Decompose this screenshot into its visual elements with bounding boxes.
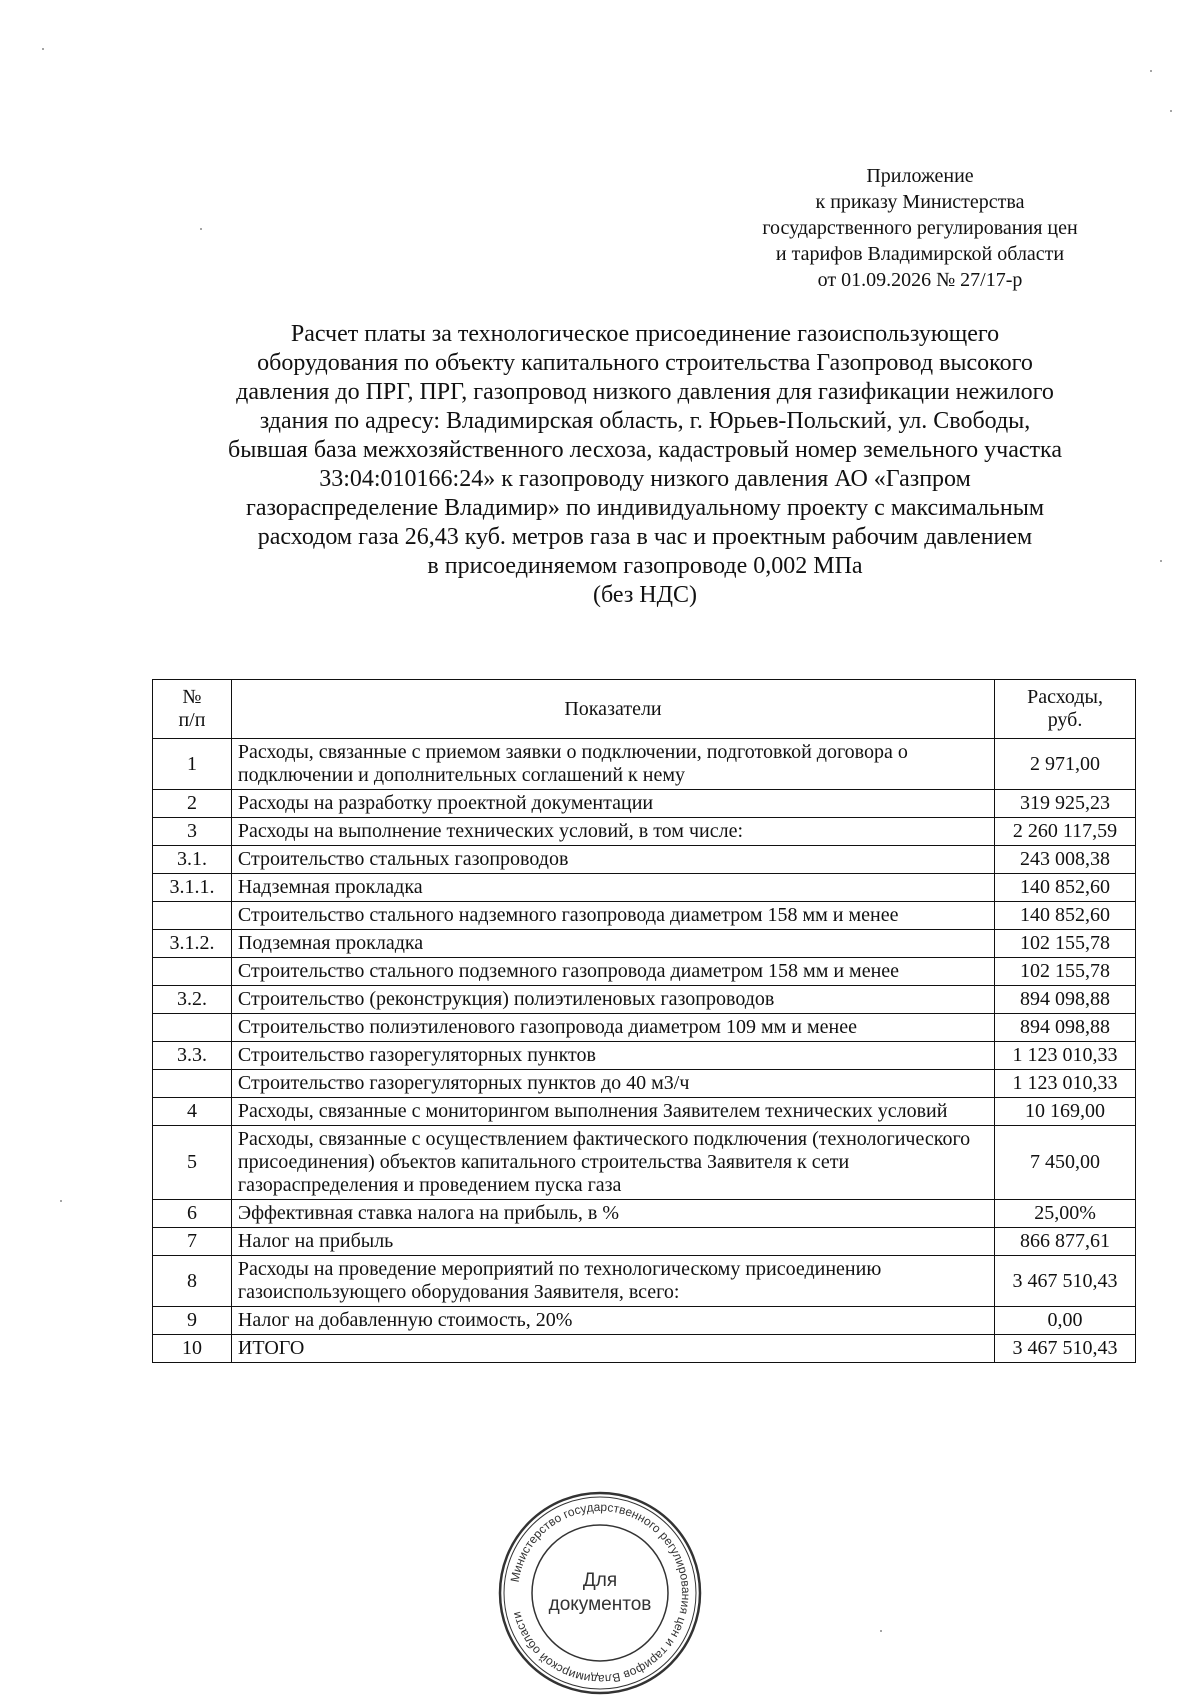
row-amount: 866 877,61 [995, 1228, 1136, 1256]
row-indicator: Строительство (реконструкция) полиэтиленовых газопроводов [231, 986, 994, 1014]
table-row [153, 1126, 1136, 1200]
stamp-inner-ring [532, 1525, 668, 1661]
row-amount: 140 852,60 [995, 902, 1136, 930]
row-number: 10 [153, 1335, 232, 1363]
table-row [153, 874, 1136, 902]
row-indicator: Расходы, связанные с приемом заявки о подключении, подготовкой договора о подключении и дополнительных соглашений к нему [231, 739, 994, 790]
row-amount: 0,00 [995, 1307, 1136, 1335]
row-number: 8 [153, 1256, 232, 1307]
title-line: здания по адресу: Владимирская область, г. Юрьев-Польский, ул. Свободы, [259, 408, 1031, 434]
appendix-line: Приложение [866, 165, 974, 187]
official-stamp [495, 1488, 705, 1698]
row-indicator: Строительство стальных газопроводов [231, 846, 994, 874]
table-row [153, 1070, 1136, 1098]
row-indicator: Расходы на выполнение технических условий, в том числе: [231, 818, 994, 846]
title-line: 33:04:010166:24» к газопроводу низкого давления АО «Газпром [319, 466, 971, 492]
row-amount: 243 008,38 [995, 846, 1136, 874]
row-indicator: Строительство стального подземного газопровода диаметром 158 мм и менее [231, 958, 994, 986]
table-row [153, 1014, 1136, 1042]
table-row [153, 1307, 1136, 1335]
title-line-vat-note: (без НДС) [592, 582, 697, 608]
table-row [153, 902, 1136, 930]
table-row [153, 846, 1136, 874]
table-row [153, 1042, 1136, 1070]
header-name: Показатели [231, 680, 994, 739]
appendix-line: от 01.09.2026 № 27/17-р [817, 269, 1023, 291]
row-indicator: Строительство стального надземного газопровода диаметром 158 мм и менее [231, 902, 994, 930]
row-amount: 894 098,88 [995, 986, 1136, 1014]
row-indicator: Подземная прокладка [231, 930, 994, 958]
table-row [153, 1335, 1136, 1363]
row-number [153, 1070, 232, 1098]
table-row [153, 958, 1136, 986]
table-row [153, 1200, 1136, 1228]
row-amount: 1 123 010,33 [995, 1042, 1136, 1070]
row-number: 5 [153, 1126, 232, 1200]
row-number: 3.1. [153, 846, 232, 874]
appendix-header [720, 163, 1120, 293]
title-line: расходом газа 26,43 куб. метров газа в час и проектным рабочим давлением [257, 524, 1033, 550]
row-amount: 3 467 510,43 [995, 1335, 1136, 1363]
stamp-center-line2: документов [548, 1594, 652, 1615]
row-amount: 10 169,00 [995, 1098, 1136, 1126]
table-row [153, 790, 1136, 818]
title-line: в присоединяемом газопроводе 0,002 МПа [427, 553, 863, 579]
stamp-outer-ring-inner [504, 1497, 696, 1689]
scan-speck [42, 48, 44, 50]
row-indicator: ИТОГО [231, 1335, 994, 1363]
row-indicator: Налог на прибыль [231, 1228, 994, 1256]
stamp-center-line1: Для [582, 1570, 618, 1591]
row-indicator: Строительство газорегуляторных пунктов [231, 1042, 994, 1070]
row-amount: 319 925,23 [995, 790, 1136, 818]
row-indicator: Расходы, связанные с осуществлением фактического подключения (технологического присоединения) объектов капитального строительства Заявителя к сети газораспределения и проведением пуска газа [231, 1126, 994, 1200]
stamp-ring-text: Министерство государственного регулирования цен и тарифов Владимирской области [507, 1499, 694, 1687]
row-indicator: Строительство полиэтиленового газопровода диаметром 109 мм и менее [231, 1014, 994, 1042]
row-indicator: Строительство газорегуляторных пунктов до 40 м3/ч [231, 1070, 994, 1098]
table-row [153, 1256, 1136, 1307]
title-line: газораспределение Владимир» по индивидуальному проекту с максимальным [245, 495, 1045, 521]
title-line: бывшая база межхозяйственного лесхоза, кадастровый номер земельного участка [228, 437, 1062, 463]
row-number: 9 [153, 1307, 232, 1335]
row-amount: 3 467 510,43 [995, 1256, 1136, 1307]
row-amount: 2 971,00 [995, 739, 1136, 790]
scan-speck [1170, 110, 1172, 112]
scan-speck [1160, 560, 1162, 562]
row-number: 3 [153, 818, 232, 846]
title-line: давления до ПРГ, ПРГ, газопровод низкого давления для газификации нежилого [236, 379, 1054, 405]
scan-speck [200, 228, 202, 230]
row-number: 6 [153, 1200, 232, 1228]
row-indicator: Расходы на разработку проектной документации [231, 790, 994, 818]
row-number [153, 958, 232, 986]
appendix-line: к приказу Министерства [815, 191, 1025, 213]
table-row [153, 1228, 1136, 1256]
table-row [153, 986, 1136, 1014]
row-amount: 102 155,78 [995, 930, 1136, 958]
row-indicator: Расходы, связанные с мониторингом выполнения Заявителем технических условий [231, 1098, 994, 1126]
row-number: 4 [153, 1098, 232, 1126]
row-amount: 2 260 117,59 [995, 818, 1136, 846]
row-indicator: Эффективная ставка налога на прибыль, в % [231, 1200, 994, 1228]
stamp-outer-ring [500, 1493, 700, 1693]
scan-speck [60, 1200, 62, 1202]
table-row [153, 1098, 1136, 1126]
row-number: 3.1.2. [153, 930, 232, 958]
cost-table [152, 679, 1136, 1363]
header-num: № п/п [153, 680, 232, 739]
row-number: 2 [153, 790, 232, 818]
scan-speck [1150, 70, 1152, 72]
row-amount: 1 123 010,33 [995, 1070, 1136, 1098]
scan-speck [880, 1630, 882, 1632]
row-amount: 140 852,60 [995, 874, 1136, 902]
row-number [153, 1014, 232, 1042]
row-indicator: Надземная прокладка [231, 874, 994, 902]
title-line: Расчет платы за технологическое присоединение газоиспользующего [290, 321, 1000, 347]
table-row [153, 818, 1136, 846]
row-number [153, 902, 232, 930]
row-number: 3.1.1. [153, 874, 232, 902]
row-number: 3.3. [153, 1042, 232, 1070]
row-amount: 7 450,00 [995, 1126, 1136, 1200]
row-amount: 25,00% [995, 1200, 1136, 1228]
header-value: Расходы, руб. [995, 680, 1136, 739]
row-indicator: Налог на добавленную стоимость, 20% [231, 1307, 994, 1335]
row-number: 7 [153, 1228, 232, 1256]
appendix-line: государственного регулирования цен [762, 217, 1078, 239]
table-header-row [153, 680, 1136, 739]
row-number: 1 [153, 739, 232, 790]
document-title [160, 320, 1130, 610]
table-row [153, 930, 1136, 958]
row-number: 3.2. [153, 986, 232, 1014]
title-line: оборудования по объекту капитального строительства Газопровод высокого [257, 350, 1033, 376]
appendix-line: и тарифов Владимирской области [775, 243, 1065, 265]
row-amount: 894 098,88 [995, 1014, 1136, 1042]
table-row [153, 739, 1136, 790]
row-indicator: Расходы на проведение мероприятий по технологическому присоединению газоиспользующего оборудования Заявителя, всего: [231, 1256, 994, 1307]
row-amount: 102 155,78 [995, 958, 1136, 986]
table-body [153, 739, 1136, 1363]
